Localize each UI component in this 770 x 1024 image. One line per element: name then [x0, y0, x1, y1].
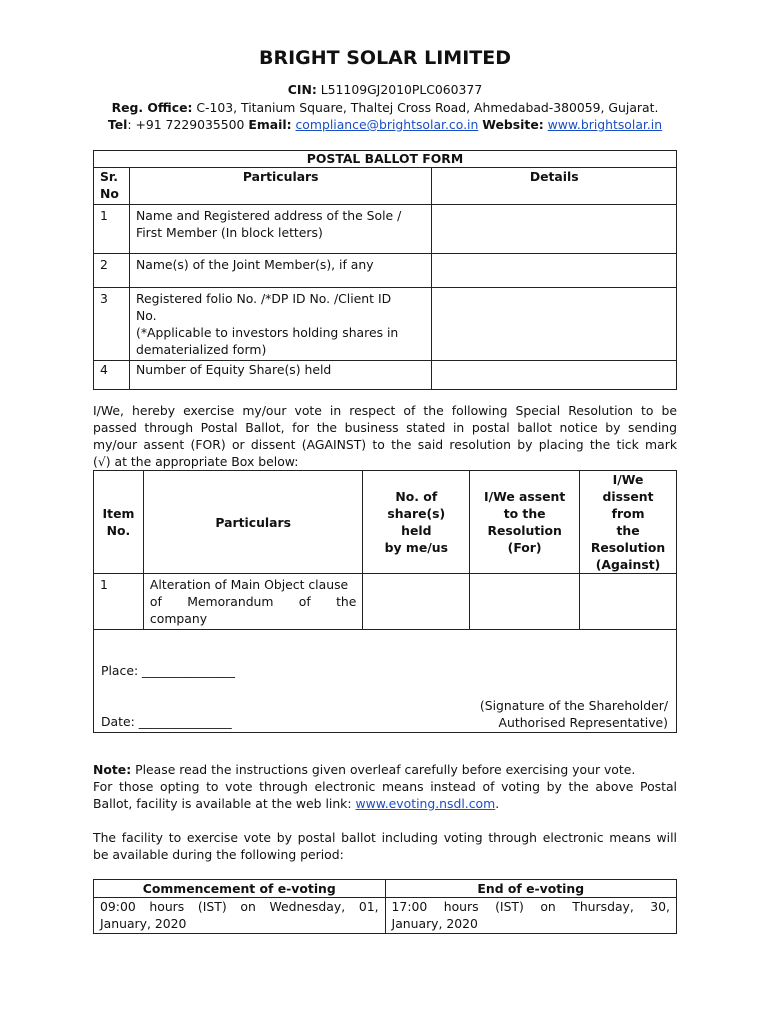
tel-value: : +91 7229035500: [127, 117, 245, 132]
row-2-particulars: Name(s) of the Joint Member(s), if any: [129, 254, 431, 288]
vote-intro-paragraph: I/We, hereby exercise my/our vote in respect of the following Special Resolution to be passed through Postal Ballot, for the business stated in postal ballot notice by sending my/our assent (FOR) or dissent (AGAINST) to the said resolution by placing the tick mark (√) at the appropriate Box below:: [93, 403, 677, 469]
col-end-header: End of e-voting: [385, 880, 676, 898]
date-field[interactable]: Date: _______________: [101, 714, 232, 729]
reg-office-address: C-103, Titanium Square, Thaltej Cross Road, Ahmedabad-380059, Gujarat.: [196, 100, 659, 115]
col-sr-header: Sr. No: [94, 168, 130, 205]
email-link[interactable]: compliance@brightsolar.co.in: [295, 117, 479, 132]
shares-held-field[interactable]: [363, 574, 470, 630]
row-2-details-field[interactable]: [432, 254, 677, 288]
company-title: BRIGHT SOLAR LIMITED: [258, 47, 511, 69]
reg-office-label: Reg. Office:: [111, 100, 193, 115]
signature-block: [94, 630, 677, 733]
assent-checkbox[interactable]: [470, 574, 580, 630]
col-particulars-header-2: Particulars: [143, 471, 363, 574]
col-particulars-header: Particulars: [129, 168, 431, 205]
end-value: 17:00 hours (IST) on Thursday, 30, January, 2020: [385, 898, 676, 934]
tel-label: Tel: [107, 117, 128, 132]
evoting-period-table: [93, 879, 677, 934]
col-assent-header: I/We assent to the Resolution (For): [470, 471, 580, 574]
note-paragraph: Note: Please read the instructions given overleaf carefully before exercising your vote. For those opting to vote through electronic means instead of voting by the above Postal Ballot, facility is available at the web link: www.evoting.nsdl.com.: [93, 762, 677, 811]
row-1-details-field[interactable]: [432, 205, 677, 254]
row-1-particulars: Name and Registered address of the Sole / First Member (In block letters): [129, 205, 431, 254]
row-3-particulars: Registered folio No. /*DP ID No. /Client ID No. (*Applicable to investors holding shares in dematerialized form): [129, 288, 431, 361]
website-link[interactable]: www.brightsolar.in: [547, 117, 663, 132]
email-label: Email:: [248, 117, 292, 132]
row-3-details-field[interactable]: [432, 288, 677, 361]
reg-office-line: [0, 100, 770, 115]
signature-caption: (Signature of the Shareholder/ Authorised Representative): [479, 698, 668, 730]
place-field[interactable]: Place: _______________: [101, 663, 235, 678]
row-4-sr: 4: [94, 361, 130, 390]
contact-line: [0, 117, 770, 132]
cin-value: L51109GJ2010PLC060377: [320, 82, 483, 97]
cin-line: [0, 82, 770, 97]
resolution-table: [93, 470, 677, 733]
ballot-form-title: POSTAL BALLOT FORM: [94, 151, 677, 168]
row-2-sr: 2: [94, 254, 130, 288]
resolution-particulars: Alteration of Main Object clause of Memorandum of the company: [143, 574, 363, 630]
row-4-particulars: Number of Equity Share(s) held: [129, 361, 431, 390]
dissent-checkbox[interactable]: [580, 574, 677, 630]
website-label: Website:: [482, 117, 544, 132]
col-item-header: Item No.: [94, 471, 144, 574]
col-dissent-header: I/We dissent from the Resolution (Against): [580, 471, 677, 574]
col-details-header: Details: [432, 168, 677, 205]
commencement-value: 09:00 hours (IST) on Wednesday, 01, January, 2020: [94, 898, 386, 934]
note-label: Note:: [93, 762, 132, 777]
col-shares-header: No. of share(s) held by me/us: [363, 471, 470, 574]
col-commencement-header: Commencement of e-voting: [94, 880, 386, 898]
row-3-sr: 3: [94, 288, 130, 361]
facility-paragraph: The facility to exercise vote by postal ballot including voting through electronic means will be available during the following period:: [93, 830, 677, 862]
resolution-item-no: 1: [94, 574, 144, 630]
postal-ballot-table: [93, 150, 677, 390]
row-1-sr: 1: [94, 205, 130, 254]
row-4-details-field[interactable]: [432, 361, 677, 390]
cin-label: CIN:: [287, 82, 317, 97]
evoting-link[interactable]: www.evoting.nsdl.com: [355, 796, 496, 811]
